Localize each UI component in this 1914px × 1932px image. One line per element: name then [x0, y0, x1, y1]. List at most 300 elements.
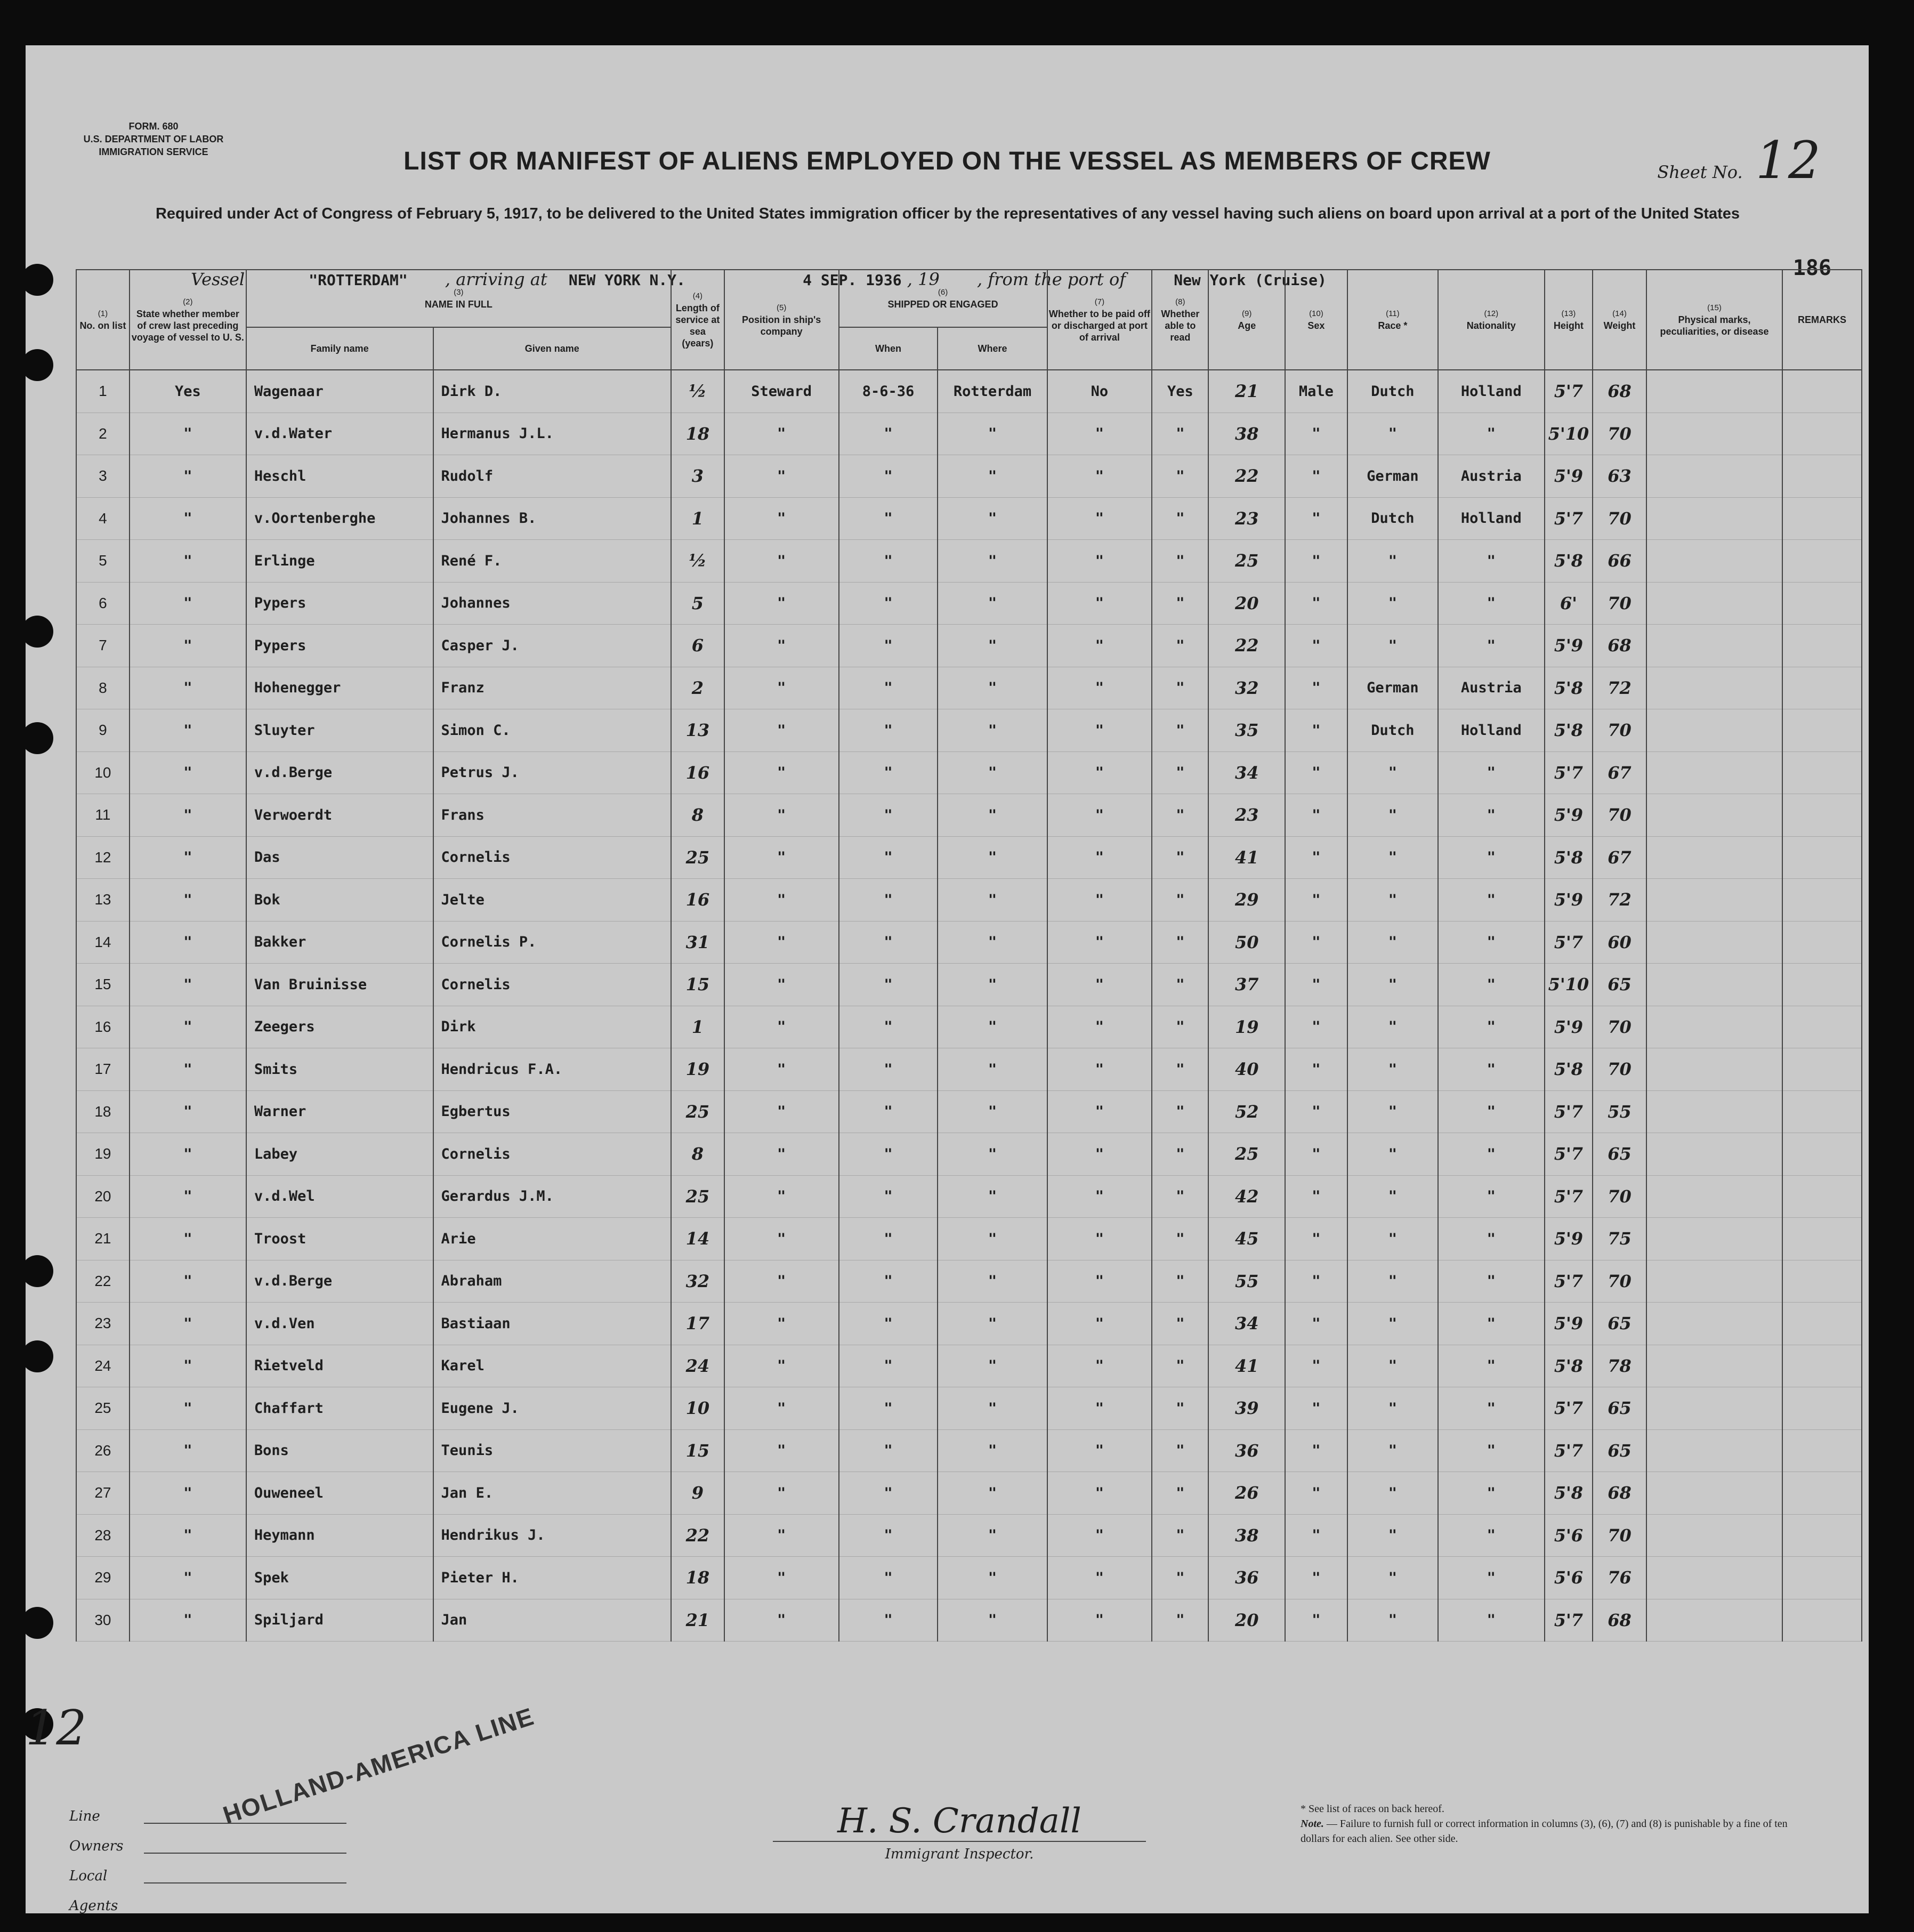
position-cell: ": [724, 1303, 839, 1345]
given-name-cell: Cornelis: [433, 836, 671, 879]
age-cell: 25: [1208, 1133, 1285, 1176]
row-number: 17: [76, 1048, 130, 1091]
where-cell: ": [938, 1345, 1047, 1387]
state-cell: ": [130, 497, 246, 540]
weight-cell: 68: [1593, 1472, 1646, 1515]
row-number: 8: [76, 667, 130, 709]
where-cell: ": [938, 625, 1047, 667]
weight-cell: 70: [1593, 1260, 1646, 1303]
where-cell: Rotterdam: [938, 370, 1047, 413]
nationality-cell: ": [1438, 921, 1545, 964]
row-number: 15: [76, 964, 130, 1006]
when-cell: ": [839, 921, 938, 964]
age-cell: 36: [1208, 1557, 1285, 1599]
race-cell: ": [1347, 794, 1438, 837]
service-cell: 5: [671, 582, 724, 625]
row-number: 21: [76, 1218, 130, 1260]
read-cell: ": [1152, 1472, 1208, 1515]
given-name-cell: Franz: [433, 667, 671, 709]
service-cell: 3: [671, 455, 724, 498]
row-number: 13: [76, 879, 130, 921]
height-cell: 5'7: [1545, 751, 1593, 794]
family-name-cell: Pypers: [246, 582, 433, 625]
remarks-cell: [1782, 1006, 1862, 1048]
state-cell: ": [130, 1472, 246, 1515]
nationality-cell: ": [1438, 625, 1545, 667]
header-state: (2) State whether member of crew last preceding voyage of vessel to U. S.: [130, 270, 246, 370]
sex-cell: Male: [1285, 370, 1347, 413]
nationality-cell: ": [1438, 1429, 1545, 1472]
row-number: 14: [76, 921, 130, 964]
remarks-cell: [1782, 455, 1862, 498]
when-cell: ": [839, 1387, 938, 1430]
given-name-cell: Cornelis P.: [433, 921, 671, 964]
when-cell: ": [839, 455, 938, 498]
table-row: [76, 964, 1862, 1006]
footer-fields: [69, 1801, 346, 1921]
table-row: [76, 582, 1862, 625]
departure-port: New York (Cruise): [1174, 271, 1327, 289]
agents-field: [69, 1861, 346, 1921]
sex-cell: ": [1285, 709, 1347, 752]
service-cell: 1: [671, 497, 724, 540]
row-number: 23: [76, 1303, 130, 1345]
height-cell: 5'7: [1545, 1387, 1593, 1430]
row-number: 11: [76, 794, 130, 837]
remarks-cell: [1782, 879, 1862, 921]
sex-cell: ": [1285, 1345, 1347, 1387]
nationality-cell: ": [1438, 1006, 1545, 1048]
position-cell: ": [724, 582, 839, 625]
weight-cell: 65: [1593, 1303, 1646, 1345]
row-number: 19: [76, 1133, 130, 1176]
weight-cell: 60: [1593, 921, 1646, 964]
physical-cell: [1646, 1218, 1782, 1260]
read-cell: ": [1152, 1345, 1208, 1387]
punch-hole: [21, 1255, 53, 1287]
physical-cell: [1646, 1175, 1782, 1218]
row-number: 10: [76, 751, 130, 794]
paid-off-cell: ": [1047, 625, 1152, 667]
service-cell: 32: [671, 1260, 724, 1303]
age-cell: 36: [1208, 1429, 1285, 1472]
header-age: (9) Age: [1208, 270, 1285, 370]
race-cell: ": [1347, 964, 1438, 1006]
paid-off-cell: ": [1047, 1599, 1152, 1642]
position-cell: ": [724, 625, 839, 667]
nationality-cell: ": [1438, 964, 1545, 1006]
table-row: [76, 1090, 1862, 1133]
nationality-cell: ": [1438, 836, 1545, 879]
race-cell: ": [1347, 1260, 1438, 1303]
state-cell: ": [130, 794, 246, 837]
position-cell: ": [724, 964, 839, 1006]
when-cell: ": [839, 1557, 938, 1599]
vessel-label: Vessel: [191, 269, 245, 289]
given-name-cell: Dirk D.: [433, 370, 671, 413]
family-name-cell: Chaffart: [246, 1387, 433, 1430]
age-cell: 22: [1208, 455, 1285, 498]
position-cell: ": [724, 794, 839, 837]
penalty-note: [1301, 1816, 1791, 1846]
physical-cell: [1646, 667, 1782, 709]
table-row: [76, 1345, 1862, 1387]
punch-hole: [21, 1607, 53, 1639]
nationality-cell: Holland: [1438, 497, 1545, 540]
paid-off-cell: ": [1047, 1175, 1152, 1218]
given-name-cell: Teunis: [433, 1429, 671, 1472]
family-name-cell: Bakker: [246, 921, 433, 964]
where-cell: ": [938, 1387, 1047, 1430]
service-cell: 18: [671, 1557, 724, 1599]
state-cell: ": [130, 836, 246, 879]
weight-cell: 65: [1593, 1133, 1646, 1176]
race-cell: ": [1347, 1218, 1438, 1260]
when-cell: ": [839, 582, 938, 625]
sex-cell: ": [1285, 1006, 1347, 1048]
race-cell: ": [1347, 1557, 1438, 1599]
remarks-cell: [1782, 625, 1862, 667]
age-cell: 19: [1208, 1006, 1285, 1048]
table-row: [76, 1387, 1862, 1430]
paid-off-cell: ": [1047, 1260, 1152, 1303]
race-cell: ": [1347, 751, 1438, 794]
table-row: [76, 1006, 1862, 1048]
paid-off-cell: ": [1047, 1218, 1152, 1260]
family-name-cell: Pypers: [246, 625, 433, 667]
height-cell: 5'8: [1545, 836, 1593, 879]
race-cell: ": [1347, 921, 1438, 964]
owners-blank: [144, 1831, 346, 1854]
arrival-port: NEW YORK N.Y.: [568, 271, 685, 289]
service-cell: 6: [671, 625, 724, 667]
given-name-cell: Hendrikus J.: [433, 1514, 671, 1557]
where-cell: ": [938, 1472, 1047, 1515]
height-cell: 5'6: [1545, 1514, 1593, 1557]
paid-off-cell: ": [1047, 455, 1152, 498]
nationality-cell: ": [1438, 794, 1545, 837]
read-cell: ": [1152, 1429, 1208, 1472]
sex-cell: ": [1285, 751, 1347, 794]
table-row: [76, 794, 1862, 837]
physical-cell: [1646, 921, 1782, 964]
given-name-cell: Johannes B.: [433, 497, 671, 540]
given-name-cell: Gerardus J.M.: [433, 1175, 671, 1218]
age-cell: 50: [1208, 921, 1285, 964]
header-height: (13) Height: [1545, 270, 1593, 370]
sex-cell: ": [1285, 1429, 1347, 1472]
position-cell: ": [724, 751, 839, 794]
age-cell: 52: [1208, 1090, 1285, 1133]
state-cell: ": [130, 1048, 246, 1091]
paid-off-cell: ": [1047, 1387, 1152, 1430]
nationality-cell: ": [1438, 1133, 1545, 1176]
row-number: 2: [76, 413, 130, 455]
table-row: [76, 1218, 1862, 1260]
inspector-label: Immigrant Inspector.: [885, 1846, 1034, 1862]
read-cell: ": [1152, 1133, 1208, 1176]
read-cell: ": [1152, 1218, 1208, 1260]
when-cell: ": [839, 1303, 938, 1345]
age-cell: 38: [1208, 1514, 1285, 1557]
race-cell: ": [1347, 625, 1438, 667]
inspector-signature-block: [773, 1801, 1146, 1862]
weight-cell: 67: [1593, 751, 1646, 794]
given-name-cell: Johannes: [433, 582, 671, 625]
nationality-cell: ": [1438, 1303, 1545, 1345]
physical-cell: [1646, 879, 1782, 921]
sex-cell: ": [1285, 1048, 1347, 1091]
row-number: 26: [76, 1429, 130, 1472]
position-cell: ": [724, 709, 839, 752]
weight-cell: 70: [1593, 582, 1646, 625]
height-cell: 5'7: [1545, 1429, 1593, 1472]
race-cell: ": [1347, 836, 1438, 879]
weight-cell: 70: [1593, 413, 1646, 455]
race-cell: German: [1347, 667, 1438, 709]
given-name-cell: Dirk: [433, 1006, 671, 1048]
paid-off-cell: ": [1047, 497, 1152, 540]
service-cell: 1: [671, 1006, 724, 1048]
remarks-cell: [1782, 413, 1862, 455]
punch-hole: [21, 349, 53, 381]
where-cell: ": [938, 836, 1047, 879]
age-cell: 23: [1208, 497, 1285, 540]
row-number: 7: [76, 625, 130, 667]
header-shipped: (6) SHIPPED OR ENGAGED: [839, 270, 1047, 327]
remarks-cell: [1782, 1472, 1862, 1515]
weight-cell: 72: [1593, 879, 1646, 921]
when-cell: ": [839, 964, 938, 1006]
age-cell: 23: [1208, 794, 1285, 837]
punch-hole: [21, 1340, 53, 1372]
height-cell: 5'9: [1545, 625, 1593, 667]
inspector-signature: H. S. Crandall: [773, 1801, 1146, 1842]
from-port-label: , from the port of: [977, 269, 1126, 289]
height-cell: 5'8: [1545, 1048, 1593, 1091]
when-cell: ": [839, 836, 938, 879]
sex-cell: ": [1285, 1090, 1347, 1133]
position-cell: ": [724, 1133, 839, 1176]
document-title: LIST OR MANIFEST OF ALIENS EMPLOYED ON THE VESSEL AS MEMBERS OF CREW: [403, 147, 1491, 175]
position-cell: ": [724, 1472, 839, 1515]
family-name-cell: Warner: [246, 1090, 433, 1133]
table-row: [76, 1303, 1862, 1345]
remarks-cell: [1782, 497, 1862, 540]
height-cell: 5'6: [1545, 1557, 1593, 1599]
service-cell: 25: [671, 1090, 724, 1133]
race-cell: ": [1347, 1090, 1438, 1133]
race-cell: Dutch: [1347, 370, 1438, 413]
weight-cell: 72: [1593, 667, 1646, 709]
read-cell: ": [1152, 1557, 1208, 1599]
sex-cell: ": [1285, 582, 1347, 625]
physical-cell: [1646, 1429, 1782, 1472]
header-race: (11) Race *: [1347, 270, 1438, 370]
sex-cell: ": [1285, 625, 1347, 667]
crew-manifest-table: [76, 269, 1862, 1642]
physical-cell: [1646, 751, 1782, 794]
weight-cell: 68: [1593, 625, 1646, 667]
row-number: 27: [76, 1472, 130, 1515]
document-subtitle: Required under Act of Congress of February 5, 1917, to be delivered to the United States immigration officer by the representatives of any vessel having such aliens on board upon arrival at a port of the United States: [155, 205, 1740, 222]
table-row: [76, 455, 1862, 498]
position-cell: ": [724, 1090, 839, 1133]
nationality-cell: ": [1438, 1090, 1545, 1133]
sex-cell: ": [1285, 879, 1347, 921]
service-cell: 18: [671, 413, 724, 455]
weight-cell: 65: [1593, 1387, 1646, 1430]
service-cell: 16: [671, 751, 724, 794]
paid-off-cell: ": [1047, 709, 1152, 752]
family-name-cell: v.d.Wel: [246, 1175, 433, 1218]
given-name-cell: Petrus J.: [433, 751, 671, 794]
weight-cell: 67: [1593, 836, 1646, 879]
table-row: [76, 709, 1862, 752]
age-cell: 21: [1208, 370, 1285, 413]
sheet-number-value: 12: [1755, 131, 1821, 190]
weight-cell: 66: [1593, 540, 1646, 583]
family-name-cell: Troost: [246, 1218, 433, 1260]
header-name-in-full: (3) NAME IN FULL: [246, 270, 671, 327]
family-name-cell: Erlinge: [246, 540, 433, 583]
sex-cell: ": [1285, 1557, 1347, 1599]
read-cell: ": [1152, 836, 1208, 879]
given-name-cell: Casper J.: [433, 625, 671, 667]
table-row: [76, 879, 1862, 921]
weight-cell: 70: [1593, 1006, 1646, 1048]
sex-cell: ": [1285, 1260, 1347, 1303]
remarks-cell: [1782, 1429, 1862, 1472]
position-cell: ": [724, 1557, 839, 1599]
height-cell: 5'9: [1545, 879, 1593, 921]
position-cell: ": [724, 1345, 839, 1387]
where-cell: ": [938, 1048, 1047, 1091]
paid-off-cell: ": [1047, 1472, 1152, 1515]
remarks-cell: [1782, 582, 1862, 625]
when-cell: ": [839, 1218, 938, 1260]
state-cell: ": [130, 413, 246, 455]
sex-cell: ": [1285, 413, 1347, 455]
position-cell: ": [724, 1387, 839, 1430]
service-cell: 22: [671, 1514, 724, 1557]
read-cell: ": [1152, 879, 1208, 921]
height-cell: 5'8: [1545, 709, 1593, 752]
position-cell: ": [724, 1599, 839, 1642]
where-cell: ": [938, 1175, 1047, 1218]
state-cell: ": [130, 1514, 246, 1557]
given-name-cell: Jan E.: [433, 1472, 671, 1515]
paid-off-cell: ": [1047, 921, 1152, 964]
nationality-cell: ": [1438, 1218, 1545, 1260]
state-cell: ": [130, 455, 246, 498]
given-name-cell: Karel: [433, 1345, 671, 1387]
age-cell: 26: [1208, 1472, 1285, 1515]
height-cell: 5'7: [1545, 1175, 1593, 1218]
table-row: [76, 836, 1862, 879]
where-cell: ": [938, 709, 1047, 752]
sex-cell: ": [1285, 1133, 1347, 1176]
family-name-cell: Heymann: [246, 1514, 433, 1557]
age-cell: 42: [1208, 1175, 1285, 1218]
state-cell: ": [130, 964, 246, 1006]
when-cell: ": [839, 1472, 938, 1515]
paid-off-cell: ": [1047, 964, 1152, 1006]
family-name-cell: Van Bruinisse: [246, 964, 433, 1006]
where-cell: ": [938, 1429, 1047, 1472]
sex-cell: ": [1285, 964, 1347, 1006]
read-cell: ": [1152, 625, 1208, 667]
physical-cell: [1646, 582, 1782, 625]
height-cell: 5'9: [1545, 1303, 1593, 1345]
race-cell: ": [1347, 1303, 1438, 1345]
nationality-cell: ": [1438, 1048, 1545, 1091]
service-cell: 9: [671, 1472, 724, 1515]
header-read: (8) Whether able to read: [1152, 270, 1208, 370]
table-row: [76, 1514, 1862, 1557]
when-cell: ": [839, 1006, 938, 1048]
where-cell: ": [938, 1090, 1047, 1133]
height-cell: 5'9: [1545, 794, 1593, 837]
service-cell: 2: [671, 667, 724, 709]
table-row: [76, 1048, 1862, 1091]
read-cell: ": [1152, 413, 1208, 455]
row-number: 5: [76, 540, 130, 583]
age-cell: 37: [1208, 964, 1285, 1006]
punch-hole: [21, 616, 53, 648]
where-cell: ": [938, 540, 1047, 583]
age-cell: 41: [1208, 1345, 1285, 1387]
read-cell: ": [1152, 1260, 1208, 1303]
read-cell: ": [1152, 582, 1208, 625]
service-cell: 16: [671, 879, 724, 921]
age-cell: 34: [1208, 751, 1285, 794]
read-cell: ": [1152, 921, 1208, 964]
row-number: 29: [76, 1557, 130, 1599]
height-cell: 5'9: [1545, 455, 1593, 498]
when-cell: ": [839, 1345, 938, 1387]
age-cell: 35: [1208, 709, 1285, 752]
given-name-cell: Bastiaan: [433, 1303, 671, 1345]
where-cell: ": [938, 667, 1047, 709]
nationality-cell: ": [1438, 1557, 1545, 1599]
row-number: 20: [76, 1175, 130, 1218]
race-cell: ": [1347, 1006, 1438, 1048]
family-name-cell: Spek: [246, 1557, 433, 1599]
when-cell: ": [839, 413, 938, 455]
state-cell: ": [130, 751, 246, 794]
height-cell: 5'7: [1545, 1260, 1593, 1303]
state-cell: ": [130, 1175, 246, 1218]
nationality-cell: ": [1438, 1387, 1545, 1430]
position-cell: ": [724, 1048, 839, 1091]
state-cell: ": [130, 582, 246, 625]
height-cell: 6': [1545, 582, 1593, 625]
remarks-cell: [1782, 1175, 1862, 1218]
remarks-cell: [1782, 540, 1862, 583]
given-name-cell: Frans: [433, 794, 671, 837]
remarks-cell: [1782, 1133, 1862, 1176]
footer-notes: [1301, 1801, 1791, 1846]
table-row: [76, 497, 1862, 540]
weight-cell: 70: [1593, 709, 1646, 752]
vessel-name: "ROTTERDAM": [309, 271, 408, 289]
state-cell: ": [130, 1303, 246, 1345]
arrival-date: 4 SEP. 1936: [803, 271, 902, 289]
nationality-cell: Austria: [1438, 667, 1545, 709]
remarks-cell: [1782, 667, 1862, 709]
race-cell: ": [1347, 1048, 1438, 1091]
